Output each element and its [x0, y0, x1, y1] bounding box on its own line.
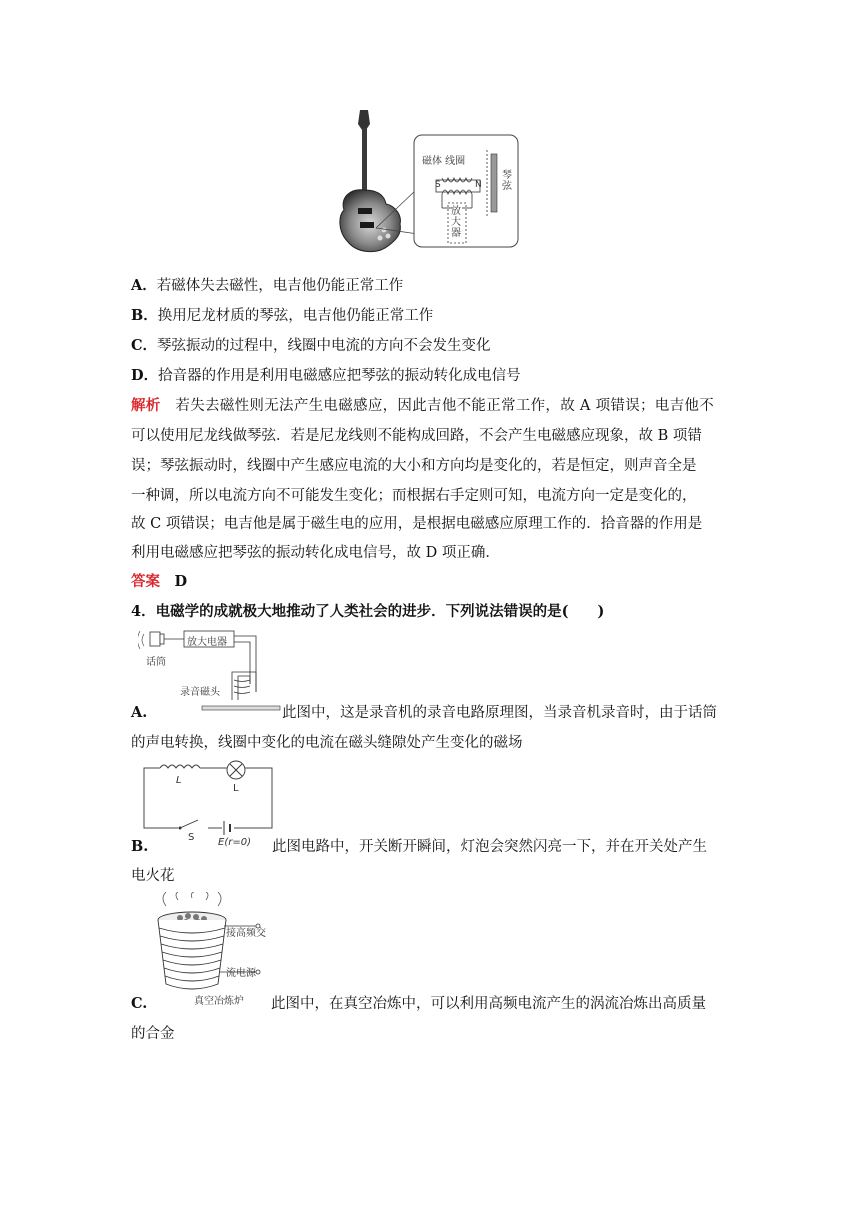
- option-a-text-1: 此图中，这是录音机的录音电路原理图，当录音机录音时，由于话筒: [282, 705, 717, 721]
- option-letter: D．: [131, 367, 159, 384]
- option-c: [131, 336, 491, 356]
- guitar-illustration: [330, 108, 522, 260]
- option-a-text-2: 的声电转换，线圈中变化的电流在磁头缝隙处产生变化的磁场: [131, 735, 523, 751]
- analysis-line-4: [131, 486, 697, 506]
- high-frequency-label-1: 接高频交: [226, 928, 266, 939]
- microphone-label: 话筒: [146, 657, 166, 668]
- analysis-line-3: [131, 456, 697, 476]
- option-a: [131, 276, 403, 296]
- analysis-line-1: [131, 396, 714, 416]
- inductor-label: L: [176, 775, 182, 786]
- south-pole-label: S: [435, 180, 441, 190]
- answer-label: 答案: [131, 573, 160, 590]
- option-c-letter: C.: [131, 995, 148, 1012]
- figure-c-vacuum-furnace: [148, 892, 278, 1010]
- amplifier-label: 放大电器: [187, 637, 227, 648]
- answer-value: D: [174, 573, 188, 590]
- analysis-line-2: [131, 426, 702, 446]
- option-c-text-2: 的合金: [131, 1026, 175, 1042]
- furnace-caption: 真空冶炼炉: [194, 996, 244, 1007]
- guitar-figure: [330, 108, 522, 260]
- option-letter: B．: [131, 307, 158, 324]
- answer-line: [131, 572, 187, 592]
- option-text: 琴弦振动的过程中，线圈中电流的方向不会发生变化: [157, 338, 491, 354]
- question-4-stem: 4．电磁学的成就极大地推动了人类社会的进步．下列说法错误的是( ): [131, 603, 605, 620]
- string-label: 琴弦: [502, 170, 512, 192]
- option-text: 若磁体失去磁性，电吉他仍能正常工作: [156, 278, 404, 294]
- option-text: 拾音器的作用是利用电磁感应把琴弦的振动转化成电信号: [158, 368, 521, 384]
- magnet-coil-label: 磁体 线圈: [422, 156, 466, 167]
- recording-head-label: 录音磁头: [180, 687, 220, 698]
- option-d: [131, 366, 521, 386]
- analysis-text: 若失去磁性则无法产生电磁感应，因此吉他不能正常工作，故 A 项错误；电吉他不: [175, 398, 715, 414]
- analysis-text: 一种调，所以电流方向不可能发生变化；而根据右手定则可知，电流方向一定是变化的，: [131, 488, 697, 504]
- high-frequency-label-2: 流电源: [226, 968, 256, 979]
- lamp-label: L: [233, 783, 239, 794]
- option-a-letter: A.: [131, 704, 148, 721]
- option-letter: A．: [131, 277, 157, 294]
- option-letter: C．: [131, 337, 158, 354]
- analysis-text: 故 C 项错误；电吉他是属于磁生电的应用，是根据电磁感应原理工作的．拾音器的作用是: [131, 516, 703, 532]
- analysis-text: 利用电磁感应把琴弦的振动转化成电信号，故 D 项正确．: [131, 545, 500, 561]
- option-b: [131, 306, 433, 326]
- option-b-text-1: 此图电路中，开关断开瞬间，灯泡会突然闪亮一下，并在开关处产生: [272, 839, 707, 855]
- option-text: 换用尼龙材质的琴弦，电吉他仍能正常工作: [157, 308, 434, 324]
- analysis-line-6: [131, 543, 500, 563]
- figure-a-recording-circuit: [138, 628, 288, 712]
- option-b-text-2: 电火花: [131, 868, 175, 884]
- rl-circuit-diagram: [140, 760, 276, 850]
- source-label: E(r=0): [218, 837, 251, 848]
- option-c-text-1: 此图中，在真空冶炼中，可以利用高频电流产生的涡流冶炼出高质量: [271, 996, 706, 1012]
- analysis-text: 误；琴弦振动时，线圈中产生感应电流的大小和方向均是变化的，若是恒定，则声音全是: [131, 458, 697, 474]
- analysis-text: 可以使用尼龙线做琴弦．若是尼龙线则不能构成回路，不会产生电磁感应现象，故 B 项错: [131, 428, 702, 444]
- option-b-letter: B.: [131, 838, 149, 855]
- figure-b-rl-circuit: [140, 760, 276, 850]
- analysis-label: 解析: [131, 397, 161, 414]
- amplifier-label: 放大器: [451, 206, 461, 239]
- analysis-line-5: [131, 514, 702, 534]
- switch-label: S: [188, 832, 195, 843]
- north-pole-label: N: [475, 180, 482, 190]
